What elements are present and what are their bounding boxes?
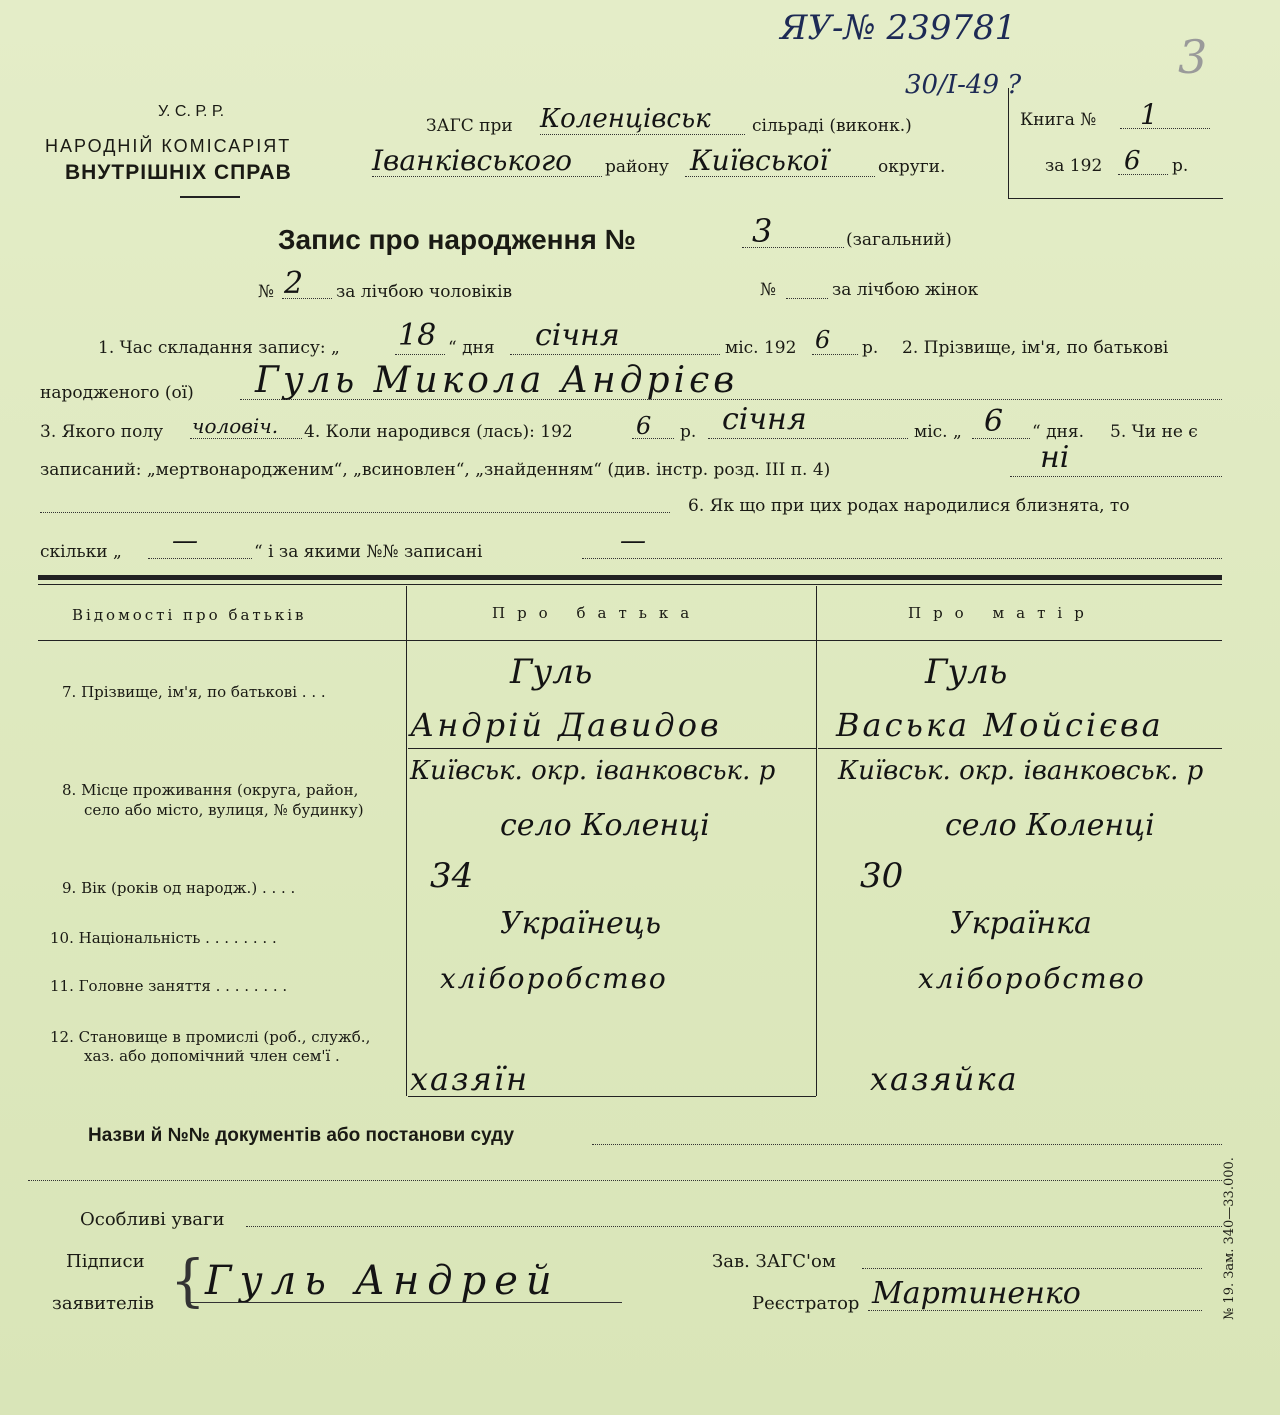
table-col-divider-2	[816, 586, 817, 1096]
district-label: району	[605, 157, 669, 177]
f1-month-suffix: міс. 192	[725, 338, 797, 358]
notes-label: Особливі уваги	[80, 1209, 225, 1230]
women-count-suffix: за лічбою жінок	[832, 280, 979, 300]
year-prefix: за 192	[1045, 156, 1103, 176]
f1-month-line	[510, 354, 720, 355]
f4-year: 6	[636, 412, 652, 440]
record-number: 3	[752, 212, 773, 250]
archive-code: ЯУ-№ 239781	[780, 8, 1017, 48]
f4-label: 4. Коли народився (лась): 192	[304, 422, 573, 442]
book-number: 1	[1140, 98, 1158, 131]
book-label: Книга №	[1020, 110, 1097, 130]
mother-name: Васька Мойсієва	[836, 706, 1164, 744]
f2-label: 2. Прізвище, ім'я, по батькові	[902, 338, 1169, 358]
f1-year-suffix: р.	[862, 338, 879, 358]
f4-month-line	[708, 438, 908, 439]
year-line	[1118, 174, 1168, 175]
year-digit: 6	[1124, 146, 1141, 176]
table-col-info: Відомості про батьків	[72, 606, 307, 624]
archive-page-number: 3	[1178, 30, 1208, 84]
f1-month: січня	[535, 318, 620, 353]
f1-year-line	[812, 354, 858, 355]
sign-label1: Підписи	[66, 1251, 145, 1272]
f6-label2: скільки „	[40, 542, 122, 562]
mother-name-rule	[818, 748, 1222, 749]
f6-line	[582, 558, 1222, 559]
row-name-label: 7. Прізвище, ім'я, по батькові . . .	[62, 683, 326, 701]
mother-age: 30	[860, 856, 904, 896]
village-council-value: Коленцівськ	[540, 104, 711, 134]
book-box-bottom	[1008, 198, 1223, 199]
f6-value: —	[620, 526, 646, 556]
row-position-label2: хаз. або допомічний член сем'ї .	[84, 1047, 340, 1065]
book-number-line	[1120, 128, 1210, 129]
f3-sex: чоловіч.	[192, 414, 279, 438]
okruha-line	[685, 176, 875, 177]
mother-occupation: хліборобство	[918, 962, 1146, 995]
f2-line	[240, 399, 1222, 400]
men-count-value: 2	[284, 266, 304, 301]
table-header-rule	[38, 640, 1222, 641]
commissariat-line1: НАРОДНІЙ КОМІСАРІЯТ	[45, 136, 292, 156]
year-suffix: р.	[1172, 156, 1189, 176]
f6-count: —	[172, 526, 198, 556]
f1-label: 1. Час складання запису: „	[98, 338, 340, 358]
row-position-label1: 12. Становище в промислі (роб., служб.,	[50, 1028, 371, 1046]
father-occupation: хліборобство	[440, 962, 668, 995]
f4-month-suffix: міс. „	[914, 422, 962, 442]
father-nationality: Українець	[500, 906, 662, 941]
mother-residence-2: село Коленці	[945, 808, 1155, 843]
record-title: Запис про народження №	[278, 224, 636, 255]
registrar-signature: Мартиненко	[872, 1276, 1081, 1311]
f4-day-line	[972, 438, 1030, 439]
district-line	[372, 176, 602, 177]
state-abbr: У. С. Р. Р.	[158, 103, 225, 120]
row-occupation-label: 11. Головне заняття . . . . . . . .	[50, 977, 288, 995]
row-residence-label1: 8. Місце проживання (округа, район,	[62, 781, 359, 799]
okruha-label: округи.	[878, 157, 946, 177]
father-position: хазяїн	[410, 1060, 530, 1098]
docs-line-2	[28, 1180, 1222, 1181]
father-name: Андрій Давидов	[410, 706, 722, 744]
men-count-label: №	[258, 282, 275, 302]
f1-day-line	[395, 354, 445, 355]
district-value: Іванківського	[372, 144, 572, 177]
f6-label: 6. Як що при цих родах народилися близнята, то	[688, 496, 1130, 516]
row-residence-label2: село або місто, вулиця, № будинку)	[84, 801, 364, 819]
okruha-value: Київської	[690, 144, 829, 177]
archive-note: 30/I-49 ?	[905, 70, 1022, 100]
docs-line	[592, 1144, 1222, 1145]
table-col-divider-1	[406, 586, 407, 1096]
header-rule	[180, 196, 240, 198]
sign-brace-icon: {	[170, 1249, 206, 1314]
record-number-line	[742, 247, 844, 248]
f5-label2: записаний: „мертвонародженим“, „всиновлен“, „знайденням“ (див. інстр. розд. III п. 4)	[40, 460, 831, 480]
commissariat-line2: ВНУТРІШНІХ СПРАВ	[65, 161, 292, 184]
f2-child-name: Гуль Микола Андрієв	[255, 360, 739, 401]
father-name-rule	[408, 748, 816, 749]
record-title-suffix: (загальний)	[846, 230, 952, 250]
father-surname: Гуль	[510, 652, 593, 692]
f2-label2: народженого (ої)	[40, 383, 194, 403]
f5-line2	[40, 512, 670, 513]
head-label: Зав. ЗАГС'ом	[712, 1251, 836, 1272]
f5-label: 5. Чи не є	[1110, 422, 1198, 442]
f5-value: ні	[1040, 440, 1070, 475]
f1-year: 6	[815, 326, 831, 354]
mother-surname: Гуль	[925, 652, 1008, 692]
table-top-rule-2	[38, 584, 1222, 585]
f4-day-suffix: “ дня.	[1032, 422, 1085, 442]
table-col-mother: Про матір	[908, 604, 1096, 622]
f3-label: 3. Якого полу	[40, 422, 164, 442]
row-age-label: 9. Вік (років од народж.) . . . .	[62, 879, 296, 897]
applicant-sign-line	[190, 1302, 622, 1303]
registrar-line	[868, 1310, 1202, 1311]
mother-residence-1: Київськ. окр. іванковськ. р	[838, 756, 1204, 786]
men-count-suffix: за лічбою чоловіків	[336, 282, 513, 302]
head-line	[862, 1268, 1202, 1269]
sign-label2: заявителів	[52, 1293, 154, 1314]
f4-month: січня	[722, 402, 807, 437]
docs-label: Назви й №№ документів або постанови суду	[88, 1125, 515, 1146]
zags-suffix: сільраді (виконк.)	[752, 116, 912, 136]
row-nationality-label: 10. Національність . . . . . . . .	[50, 929, 277, 947]
notes-line	[246, 1226, 1222, 1227]
women-count-label: №	[760, 280, 777, 300]
father-age: 34	[430, 856, 474, 896]
men-count-line	[282, 298, 332, 299]
f1-day: 18	[398, 318, 437, 353]
f4-year-line	[632, 438, 674, 439]
f1-day-suffix: “ дня	[448, 338, 495, 358]
f5-line	[1010, 476, 1222, 477]
f4-year-suffix: р.	[680, 422, 697, 442]
father-residence-2: село Коленці	[500, 808, 710, 843]
table-bottom-rule	[408, 1096, 816, 1097]
applicant-signature: Гуль Андрей	[205, 1258, 560, 1304]
mother-nationality: Українка	[950, 906, 1092, 941]
book-box-left	[1008, 88, 1009, 198]
father-residence-1: Київськ. окр. іванковськ. р	[410, 756, 776, 786]
table-top-rule	[38, 575, 1222, 580]
f6-count-line	[148, 558, 252, 559]
women-count-line	[786, 298, 828, 299]
registrar-label: Реєстратор	[752, 1293, 860, 1314]
f3-line	[190, 438, 302, 439]
f6-mid: “ і за якими №№ записані	[254, 542, 483, 562]
zags-prefix: ЗАГС при	[426, 116, 513, 136]
print-mark: № 19. Зам. 340—33.000.	[1222, 1157, 1237, 1320]
mother-position: хазяйка	[870, 1060, 1019, 1098]
f4-day: 6	[984, 404, 1004, 439]
table-col-father: Про батька	[492, 604, 702, 622]
village-council-line	[540, 134, 745, 135]
